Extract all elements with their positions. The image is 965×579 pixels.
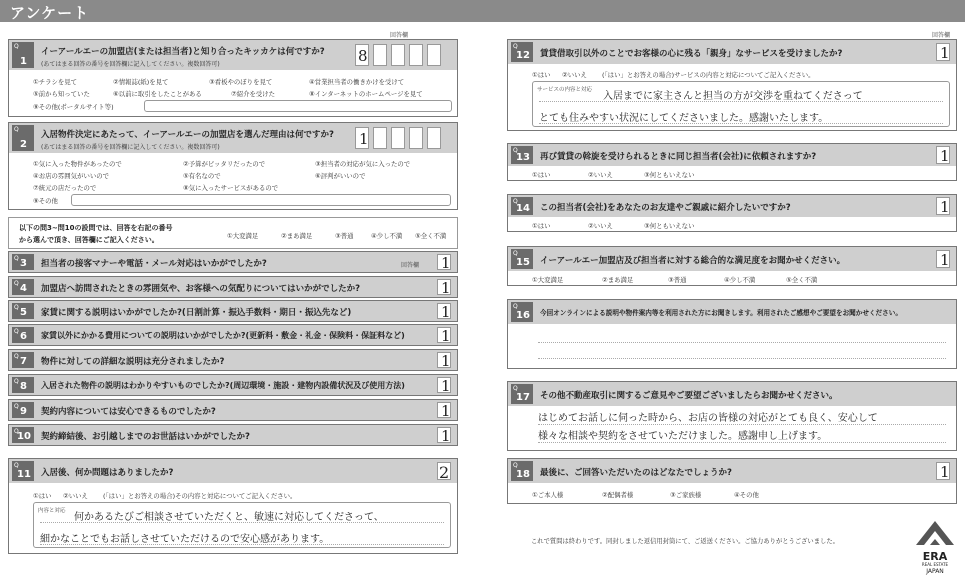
response-textbox[interactable]: サービスの内容と対応 入居までに家主さんと担当の方が交渉を重ねてくださって とても住みやすい状況にしてくださいました。感謝いたします。: [532, 81, 950, 127]
option-note: (「はい」とお答えの場合)サービスの内容と対応についてご記入ください。: [602, 71, 815, 79]
option: ①ご本人様: [532, 491, 564, 499]
question-text: 入居された物件の説明はわかりやすいものでしたか?(周辺環境・施設・建物内設備状況及び使用方法): [41, 381, 405, 390]
answer-box-empty[interactable]: [409, 127, 423, 149]
option: ④その他: [734, 491, 759, 499]
title-bar: [0, 0, 965, 22]
answer-box[interactable]: 1: [437, 402, 451, 418]
answer-box[interactable]: 1: [936, 462, 950, 480]
question-text: 最後に、ご回答いただいたのはどなたでしょうか?: [540, 468, 732, 478]
answer-box[interactable]: 1: [437, 427, 451, 443]
question-5: Q 5 家賃に関する説明はいかがでしたか?(日割計算・振込手数料・期日・振込先など) 1: [8, 300, 458, 322]
option: ②いいえ: [588, 171, 613, 179]
question-text: 今回オンラインによる説明や物件案内等を利用された方にお聞きします。利用されたご感想やご要望をお聞かせください。: [540, 309, 902, 317]
other-input[interactable]: [71, 194, 451, 206]
option: ⑦紹介を受けた: [231, 90, 276, 98]
era-logo: ERA REAL ESTATE JAPAN: [910, 517, 960, 573]
answer-column-label: 回答欄: [390, 32, 409, 39]
option: ④お店の雰囲気がいいので: [33, 172, 110, 180]
answer-box[interactable]: 1: [437, 279, 451, 295]
question-3: Q 3 担当者の接客マナーや電話・メール対応はいかがでしたか? 回答欄 1: [8, 251, 458, 273]
question-18: Q 18 最後に、ご回答いただいたのはどなたでしょうか? 1 ①ご本人様 ②配偶者様 ③ご家族様 ④その他: [507, 458, 957, 504]
handwritten-answer: はじめてお話しに伺った時から、お店の皆様の対応がとても良く、安心して: [538, 413, 878, 424]
question-10: Q 10 契約締結後、お引越しまでのお世話はいかがでしたか? 1: [8, 424, 458, 446]
answer-box-empty[interactable]: [391, 127, 405, 149]
option: ④営業担当者の働きかけを受けて: [309, 78, 405, 86]
question-text: 賃貸借取引以外のことでお客様の心に残る「親身」なサービスを受けましたか?: [540, 49, 843, 59]
scale-option: ④少し不満: [371, 232, 403, 240]
question-15: Q 15 イーアールエー加盟店及び担当者に対する総合的な満足度をお聞かせください。 1 ①大変満足 ②まあ満足 ③普通 ④少し不満 ⑤全く不満: [507, 246, 957, 286]
answer-box-empty[interactable]: [373, 127, 387, 149]
option: ④少し不満: [724, 276, 756, 284]
handwritten-answer: 細かなことでもお話しさせていただけるので安心感があります。: [40, 534, 330, 545]
answer-box-empty[interactable]: [373, 44, 387, 66]
option: ②まあ満足: [602, 276, 634, 284]
era-logo-text: ERA: [922, 550, 948, 563]
answer-box[interactable]: 1: [936, 197, 950, 215]
answer-box[interactable]: 2: [439, 463, 450, 482]
scale-option: ③普通: [335, 232, 354, 240]
option: ①はい: [532, 171, 551, 179]
question-8: Q 8 入居された物件の説明はわかりやすいものでしたか?(周辺環境・施設・建物内設備状況及び使用方法) 1: [8, 374, 458, 396]
question-14: Q 14 この担当者(会社)をあなたのお友達やご親戚に紹介したいですか? 1 ①はい ②いいえ ③何ともいえない: [507, 194, 957, 232]
answer-box[interactable]: 1: [355, 127, 369, 149]
answer-box-empty[interactable]: [409, 44, 423, 66]
option: ⑥以前に取引をしたことがある: [113, 90, 202, 98]
scale-instructions: 以下の問3~問10の設問では、回答を右記の番号 から選んで頂き、回答欄にご記入ください。 ①大変満足 ②まあ満足 ③普通 ④少し不満 ⑤全く不満: [8, 217, 458, 249]
answer-box[interactable]: 1: [936, 250, 950, 268]
answer-box[interactable]: 1: [437, 254, 451, 270]
option: ①チラシを見て: [33, 78, 78, 86]
answer-box-empty[interactable]: [427, 127, 441, 149]
answer-box[interactable]: 1: [936, 146, 950, 164]
question-2: [8, 122, 458, 210]
page-title: アンケート: [10, 4, 90, 22]
option: ②いいえ: [588, 222, 613, 230]
scale-option: ⑤全く不満: [415, 232, 447, 240]
option: ②いいえ: [63, 492, 88, 500]
question-text: 契約内容については安心できるものでしたか?: [41, 407, 216, 417]
answer-column-label-right: 回答欄: [932, 32, 951, 39]
question-text: その他不動産取引に関するご意見やご要望ございましたらお聞かせください。: [540, 391, 838, 401]
answer-box[interactable]: 1: [437, 352, 451, 368]
scale-option: ①大変満足: [227, 232, 259, 240]
question-note: (あてはまる回答の番号を回答欄に記入してください。複数回答可): [41, 144, 220, 151]
option: ⑤有名なので: [183, 172, 221, 180]
question-text: イーアールエー加盟店及び担当者に対する総合的な満足度をお聞かせください。: [540, 256, 846, 266]
response-line[interactable]: [538, 358, 946, 359]
option: ⑧気に入ったサービスがあるので: [183, 184, 279, 192]
option: ①はい: [532, 222, 551, 230]
option: ③何ともいえない: [644, 222, 695, 230]
answer-box[interactable]: 1: [437, 377, 451, 393]
question-text: 加盟店へ訪問されたときの雰囲気や、お客様への気配りについてはいかがでしたか?: [41, 284, 361, 294]
handwritten-answer: 様々な相談や契約をさせていただけました。感謝申し上げます。: [538, 431, 828, 442]
question-text: 入居物件決定にあたって、イーアールエーの加盟店を選んだ理由は何ですか?: [41, 130, 334, 140]
option: ②配偶者様: [602, 491, 634, 499]
option-note: (「はい」とお答えの場合)その内容と対応についてご記入ください。: [103, 492, 297, 500]
question-6: Q 6 家賃以外にかかる費用についての説明はいかがでしたか?(更新料・敷金・礼金・保険料・保証料など) 1: [8, 324, 458, 346]
response-line[interactable]: [538, 342, 946, 343]
question-number-badge: Q 1: [12, 42, 34, 68]
option: ③ご家族様: [670, 491, 702, 499]
option: ①大変満足: [532, 276, 564, 284]
answer-box[interactable]: 1: [437, 327, 451, 343]
handwritten-answer: 入居までに家主さんと担当の方が交渉を重ねてくださって: [603, 91, 863, 102]
option: ⑤前から知っていた: [33, 90, 90, 98]
answer-box-empty[interactable]: [427, 44, 441, 66]
option: ③普通: [668, 276, 687, 284]
question-4: Q 4 加盟店へ訪問されたときの雰囲気や、お客様への気配りについてはいかがでしたか? 1: [8, 276, 458, 298]
handwritten-answer: 何かあるたびご相談させていただくと、敏速に対応してくださって、: [74, 512, 384, 523]
option: ⑧インターネットのホームページを見て: [309, 90, 423, 98]
option: ⑥評判がいいので: [315, 172, 366, 180]
question-text: イーアールエーの加盟店(または担当者)と知り合ったキッカケは何ですか?: [41, 47, 325, 57]
option: ③看板やのぼりを見て: [209, 78, 273, 86]
handwritten-answer: とても住みやすい状況にしてくださいました。感謝いたします。: [539, 113, 829, 124]
question-text: この担当者(会社)をあなたのお友達やご親戚に紹介したいですか?: [540, 203, 791, 213]
answer-box[interactable]: 1: [437, 303, 451, 319]
question-text: 担当者の接客マナーや電話・メール対応はいかがでしたか?: [41, 259, 267, 269]
option: ①はい: [33, 492, 52, 500]
question-text: 再び賃貸の斡旋を受けられるときに同じ担当者(会社)に依頼されますか?: [540, 152, 817, 162]
option: ②情報誌(紙)を見て: [113, 78, 169, 86]
question-17: Q 17 その他不動産取引に関するご意見やご要望ございましたらお聞かせください。 はじめてお話しに伺った時から、お店の皆様の対応がとても良く、安心して 様々な相談や契約をさせていただけました。感謝申し上げます。: [507, 381, 957, 451]
question-note: (あてはまる回答の番号を回答欄に記入してください。複数回答可): [41, 61, 220, 68]
other-input[interactable]: [144, 100, 452, 112]
footer-message: これで質問は終わりです。同封しました返信用封筒にて、ご返送ください。ご協力ありがとうございました。: [531, 538, 839, 545]
question-7: Q 7 物件に対しての詳細な説明は充分されましたか? 1: [8, 349, 458, 371]
option: ⑤全く不満: [786, 276, 818, 284]
option: ⑦統元の店だったので: [33, 184, 97, 192]
question-text: 物件に対しての詳細な説明は充分されましたか?: [41, 357, 225, 367]
question-16: Q 16 今回オンラインによる説明や物件案内等を利用された方にお聞きします。利用されたご感想やご要望をお聞かせください。: [507, 299, 957, 369]
question-13: Q 13 再び賃貸の斡旋を受けられるときに同じ担当者(会社)に依頼されますか? 1 ①はい ②いいえ ③何ともいえない: [507, 143, 957, 181]
option: ③何ともいえない: [644, 171, 695, 179]
question-text: 家賃に関する説明はいかがでしたか?(日割計算・振込手数料・期日・振込先など): [41, 308, 352, 318]
option: ①気に入った物件があったので: [33, 160, 122, 168]
option: ②予算がピッタリだったので: [183, 160, 266, 168]
question-text: 家賃以外にかかる費用についての説明はいかがでしたか?(更新料・敷金・礼金・保険料・保証料など): [41, 331, 405, 340]
question-text: 契約締結後、お引越しまでのお世話はいかがでしたか?: [41, 432, 250, 442]
question-1: [8, 39, 458, 117]
answer-box-empty[interactable]: [391, 44, 405, 66]
response-textbox[interactable]: 内容と対応 何かあるたびご相談させていただくと、敏速に対応してくださって、 細かなことでもお話しさせていただけるので安心感があります。: [33, 502, 451, 548]
answer-box[interactable]: 8: [355, 44, 369, 66]
option: ③担当者の対応が気に入ったので: [315, 160, 411, 168]
era-logo-icon: [910, 517, 960, 547]
question-text: 入居後、何か問題はありましたか?: [41, 468, 174, 478]
option: ⑨その他: [33, 197, 58, 205]
option: ②いいえ: [562, 71, 587, 79]
question-12: Q 12 賃貸借取引以外のことでお客様の心に残る「親身」なサービスを受けましたか? 1 ①はい ②いいえ (「はい」とお答えの場合)サービスの内容と対応についてご記入ください。 サービスの内容と対応 入居までに家主さんと担当の方が交渉を重ねてくださって とても住みやすい状況にしてくださいました。感謝いたします。: [507, 39, 957, 131]
answer-box[interactable]: 1: [936, 43, 950, 61]
question-number-badge: Q 2: [12, 125, 34, 151]
question-11: Q 11 入居後、何か問題はありましたか? 2 ①はい ②いいえ (「はい」とお答えの場合)その内容と対応についてご記入ください。 内容と対応 何かあるたびご相談させていただくと、敏速に対応してくださって、 細かなことでもお話しさせていただけるので安心感があります。: [8, 458, 458, 554]
question-9: Q 9 契約内容については安心できるものでしたか? 1: [8, 399, 458, 421]
option: ①はい: [532, 71, 551, 79]
option: ⑨その他(ポータルサイト等): [33, 103, 114, 111]
scale-option: ②まあ満足: [281, 232, 313, 240]
